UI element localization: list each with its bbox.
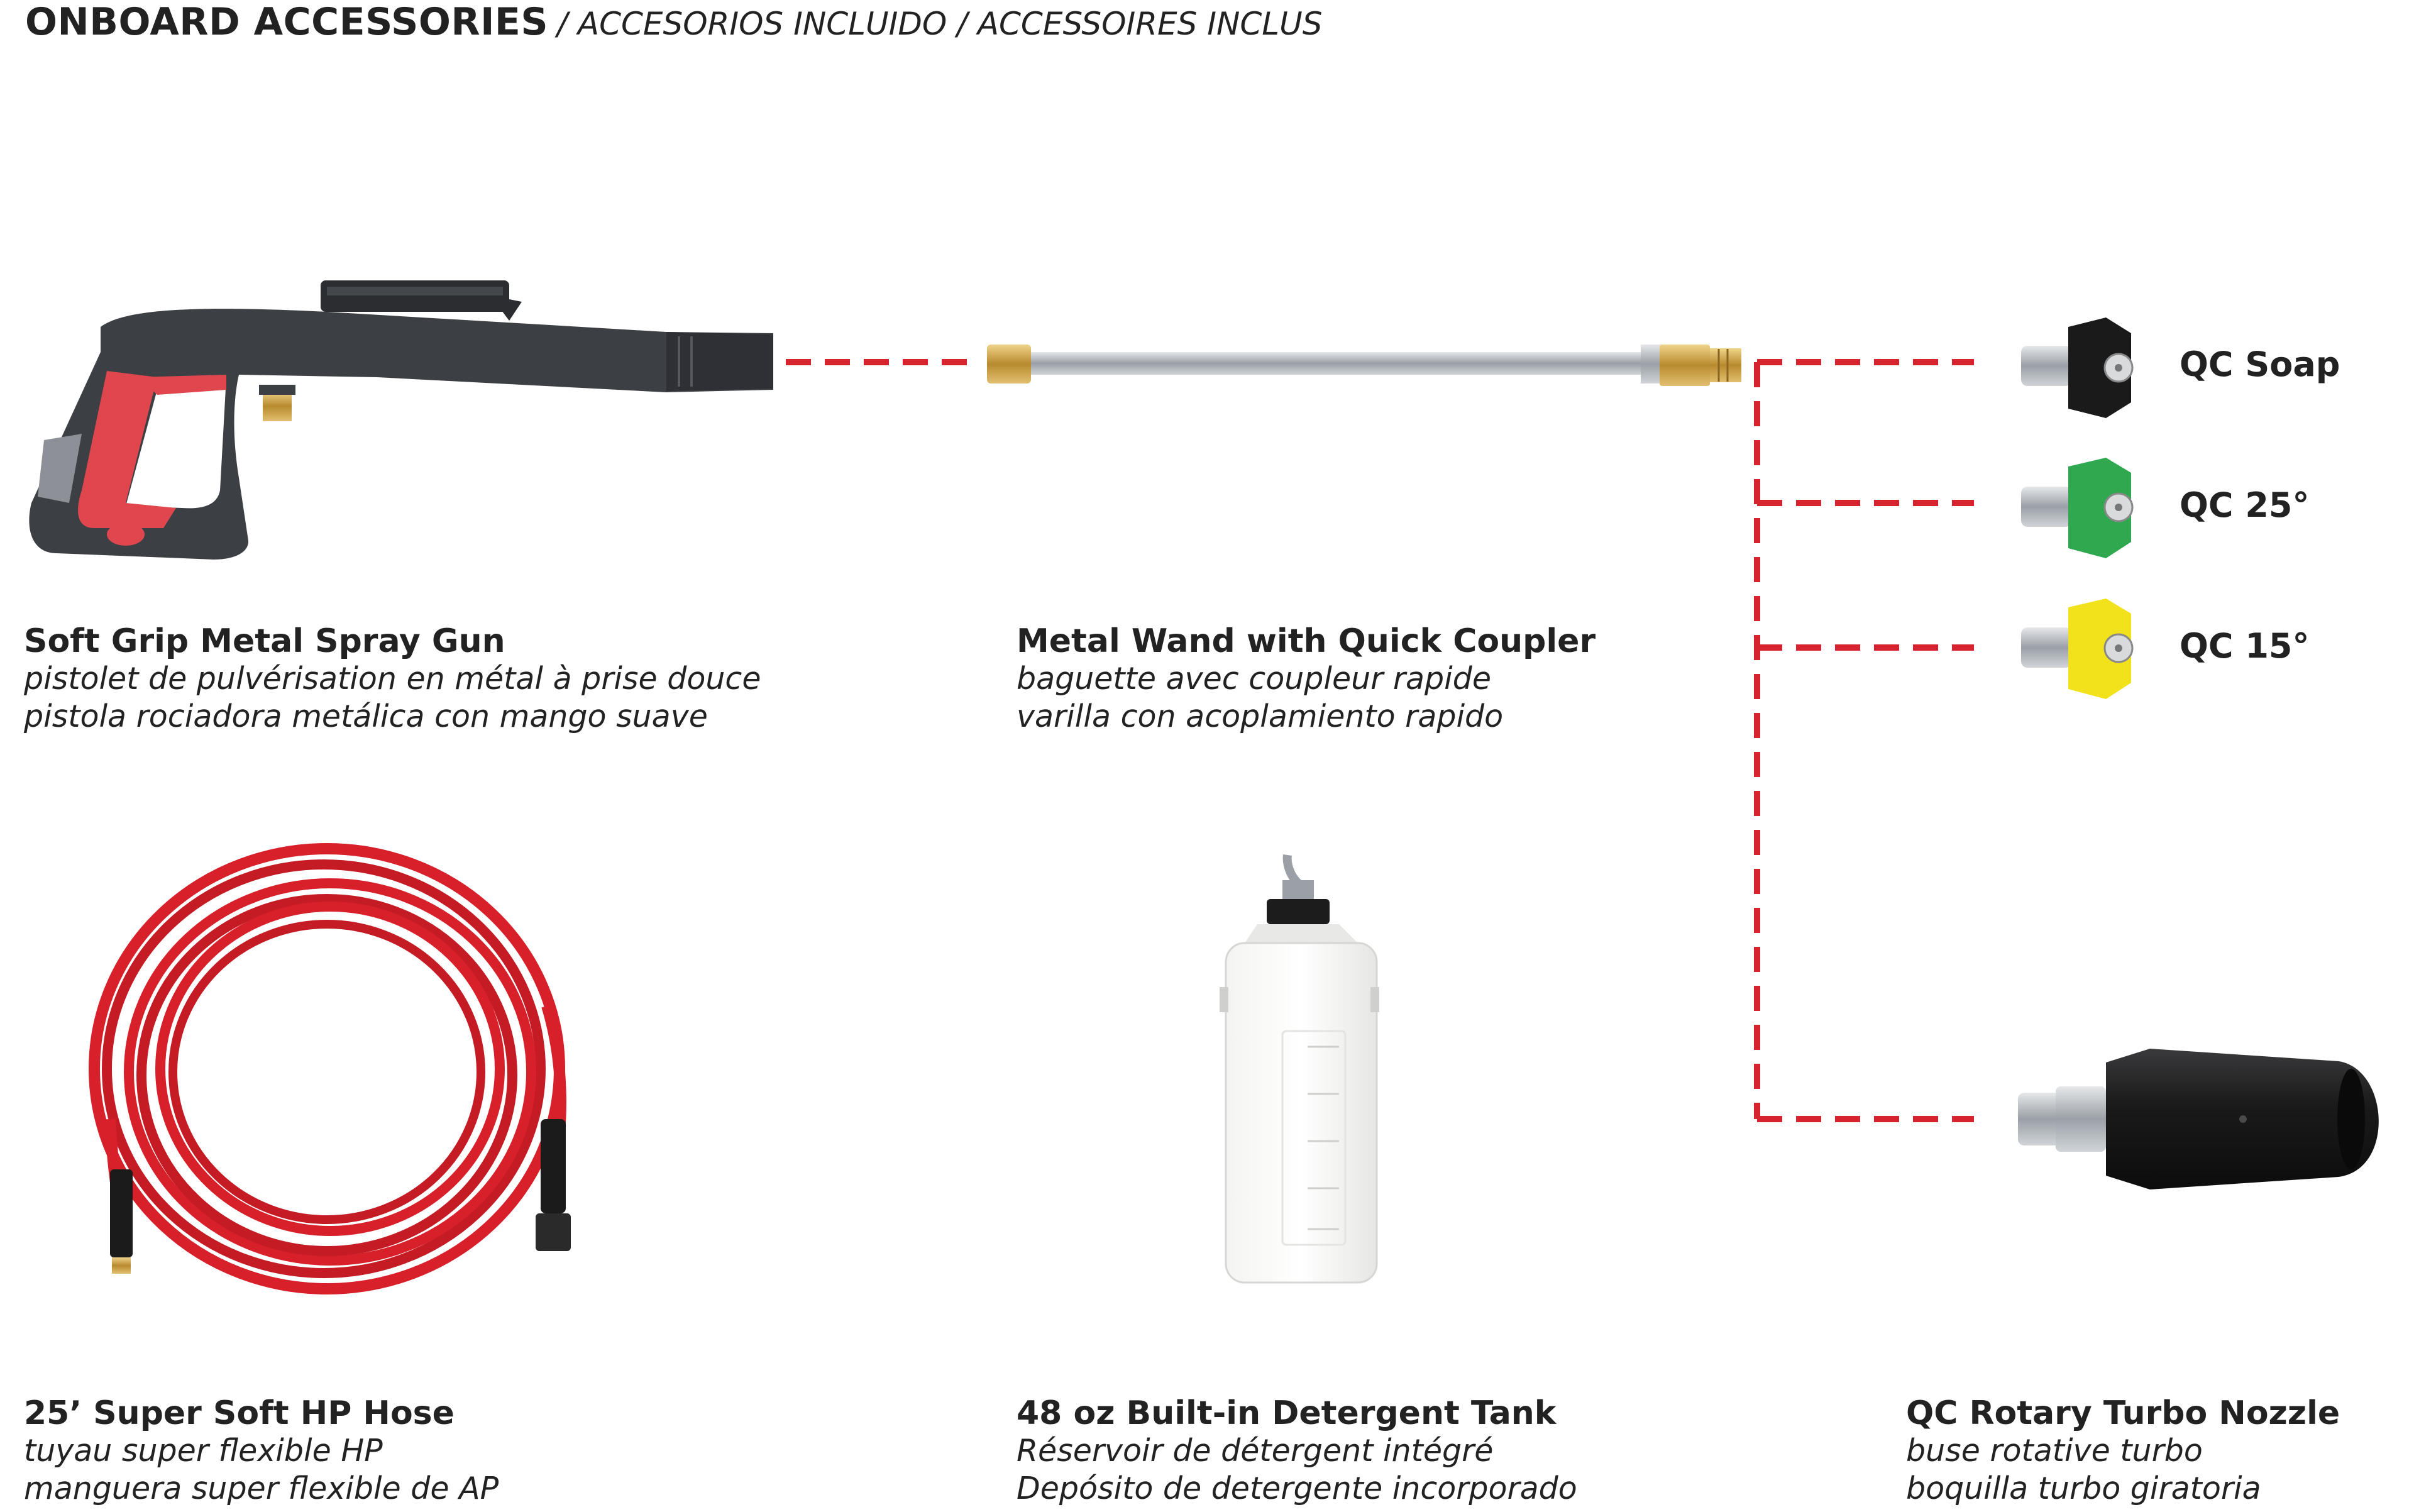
turbo-nozzle-icon [2018,1049,2379,1189]
tank-fr: Réservoir de détergent intégré [1017,1433,1494,1469]
caption-hose [24,1394,499,1508]
caption-turbo [1906,1394,2340,1508]
hose-name: 25’ Super Soft HP Hose [24,1394,455,1432]
nozzle-label-25: QC 25° [2180,485,2310,525]
spray-gun-name: Soft Grip Metal Spray Gun [24,622,505,660]
wand-fr: baguette avec coupleur rapide [1017,661,1492,697]
caption-tank [1017,1394,1577,1508]
nozzle-label-soap: QC Soap [2180,345,2340,384]
spray-gun-fr: pistolet de pulvérisation en métal à prise douce [24,661,761,697]
turbo-name: QC Rotary Turbo Nozzle [1906,1394,2340,1432]
spray-gun-icon [29,280,773,560]
detergent-tank-icon [1220,855,1379,1283]
nozzle-label-15: QC 15° [2180,626,2310,666]
wand-name: Metal Wand with Quick Coupler [1017,622,1596,660]
wand-es: varilla con acoplamiento rapido [1017,698,1504,734]
title-main: ONBOARD ACCESSORIES [25,0,549,44]
hose-icon [94,849,561,1289]
qc-soap-nozzle-icon [2021,317,2132,418]
spray-gun-es: pistola rociadora metálica con mango suave [24,698,708,734]
caption-spray-gun [24,622,761,736]
tank-es: Depósito de detergente incorporado [1017,1471,1577,1506]
title-subtitle: / ACCESORIOS INCLUIDO / ACCESSOIRES INCLUS [557,6,1323,42]
turbo-fr: buse rotative turbo [1906,1433,2203,1469]
connector-lines [786,362,1974,1119]
metal-wand-icon [987,345,1741,386]
hose-fr: tuyau super flexible HP [24,1433,383,1469]
qc-25-nozzle-icon [2021,458,2132,558]
hose-es: manguera super flexible de AP [24,1471,499,1506]
turbo-es: boquilla turbo giratoria [1906,1471,2261,1506]
caption-wand [1017,622,1596,736]
tank-name: 48 oz Built-in Detergent Tank [1017,1394,1557,1432]
qc-15-nozzle-icon [2021,599,2132,699]
